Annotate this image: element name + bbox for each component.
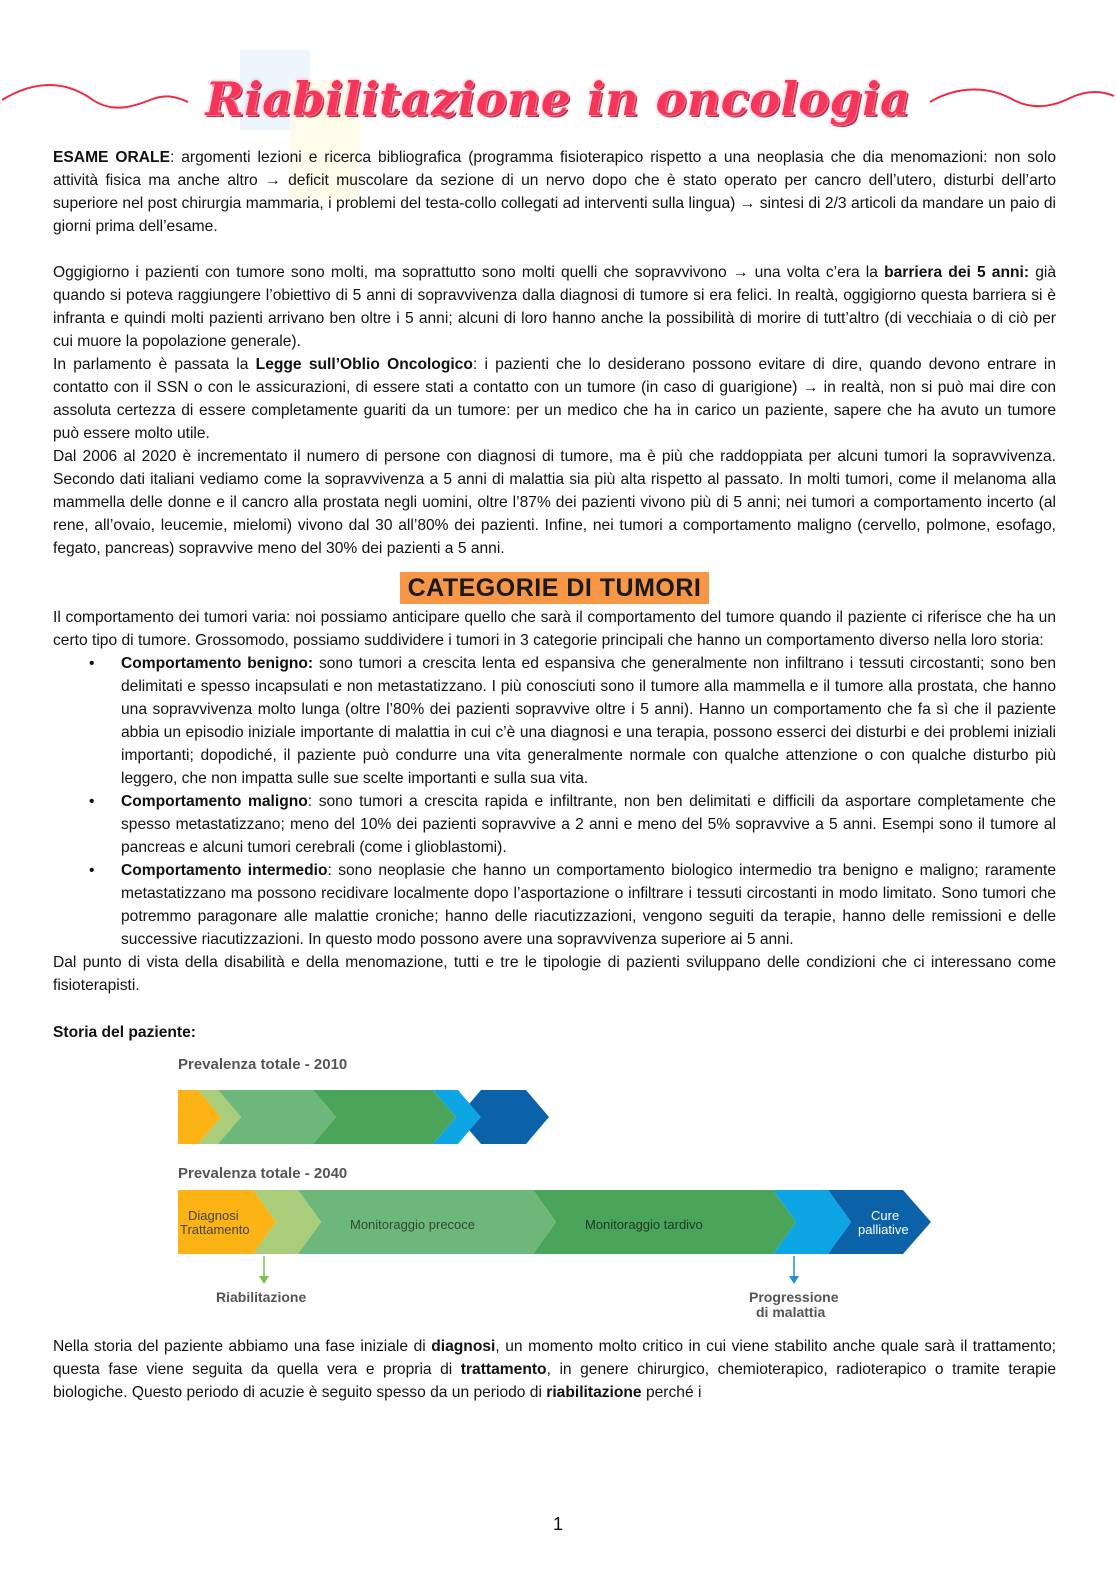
survival-paragraph: Dal 2006 al 2020 è incrementato il numero di persone con diagnosi di tumore, ma è più che raddoppiata per alcuni tumori la sopravvivenza. Secondo dati italiani vediamo come la sopravvivenza a 5 anni di malattia sia più alta rispetto al passato. In molti tumori, come il melanoma alla mammella delle donne e il cancro alla prostata negli uomini, oltre l’87% dei pazienti vivono più di 5 anni; nei tumori a comportamento incerto (al rene, all’ovaio, leucemie, mielomi) vivono dal 30 all’80% dei pazienti. Infine, nei tumori a comportamento maligno (cervello, polmone, esofago, fegato, pancreas) sopravvive meno del 30% dei pazienti a 5 anni. <box>53 448 1056 557</box>
seg-cure: Cure <box>871 1208 900 1223</box>
list-item: • Comportamento intermedio: sono neoplasie che hanno un comportamento biologico intermedio tra benigno e maligno; raramente metastatizzano ma possono recidivare localmente dopo l’asportazione o infiltrare i tessuti circostanti in modo limitato. Sono tumori che potremmo paragonare alle malattie croniche; hanno delle riacutizzazioni, vengono seguiti da terapie, hanno delle remissioni e delle successive riacutizzazioni. In questo modo possono avere una sopravvivenza superiore ai 5 anni. <box>89 862 1056 948</box>
oblivion-law-paragraph: In parlamento è passata la Legge sull’Oblio Oncologico: i pazienti che lo desiderano possono evitare di dire, quando devono entrare in contatto con il SSN o con le assicurazioni, di essere stati a contatto con un tumore (in caso di guarigione) → in realtà, non si può mai dire con assoluta certezza di essere completamente guariti da un tumore: per un medico che ha in carico un paziente, sapere che ha avuto un tumore può essere molto utile. <box>53 356 1057 442</box>
title-2040: Prevalenza totale - 2040 <box>178 1165 348 1182</box>
section-intro: Il comportamento dei tumori varia: noi possiamo anticipare quello che sarà il comportamento del tumore quando il paziente ci riferisce che ha un certo tipo di tumore. Grossomodo, possiamo suddividere i tumori in 3 categorie principali che hanno un comportamento diverso nella loro storia: <box>53 609 1056 649</box>
riabilitazione-arrow-head <box>259 1276 269 1284</box>
section-outro: Dal punto di vista della disabilità e della menomazione, tutti e tre le tipologie di pazienti sviluppano delle condizioni che ci interessano come fisioterapisti. <box>53 954 1056 994</box>
list-item: • Comportamento benigno: sono tumori a crescita lenta ed espansiva che generalmente non infiltrano i tessuti circostanti; sono ben delimitati e spesso incapsulati e non metastatizzano. I più conosciuti sono il tumore alla mammella e il tumore alla prostata, che hanno una sopravvivenza molto lunga (oltre l’80% dei pazienti sopravvive oltre i 5 anni). Hanno un comportamento che fa sì che il paziente abbia un episodio iniziale importante di malattia in cui c’è una diagnosi e una terapia, possono esserci dei disturbi e dei problemi iniziali importanti; dopodiché, il paziente può condurre una vita generalmente normale con qualche attenzione o con qualche disturbo più leggero, che non impatta sulle sue scelte importanti e sulla sua vita. <box>89 655 1056 787</box>
progressione-arrow-head <box>789 1276 799 1284</box>
document-body <box>53 146 1056 1404</box>
page-title-banner <box>0 58 1116 148</box>
barrier-paragraph: Oggigiorno i pazienti con tumore sono molti, ma soprattutto sono molti quelli che sopravvivono → una volta c’era la barriera dei 5 anni: già quando si poteva raggiungere l’obiettivo di 5 anni di sopravvivenza dalla diagnosi di tumore si era felici. In realtà, oggigiorno questa barriera si è infranta e quindi molti pazienti arrivano ben oltre i 5 anni; alcuni di loro hanno anche la possibilità di morire di tutt’altro (di vecchiaia o di ciò per cui muore la popolazione generale). <box>53 264 1057 350</box>
list-item: • Comportamento maligno: sono tumori a crescita rapida e infiltrante, non ben delimitati e difficili da asportare completamente che spesso metastatizzano; meno del 10% dei pazienti sopravvive a 2 anni e meno del 5% sopravvive a 5 anni. Esempi sono il tumore al pancreas e alcuni tumori cerebrali (come i glioblastomi). <box>89 793 1056 856</box>
last-paragraph: Nella storia del paziente abbiamo una fase iniziale di diagnosi, un momento molto critico in cui viene stabilito anche quale sarà il trattamento; questa fase viene seguita da quella vera e propria di trattamento, in genere chirurgico, chemioterapico, radioterapico o tramite terapie biologiche. Questo periodo di acuzie è seguito spesso da un periodo di riabilitazione perché i <box>53 1338 1057 1401</box>
seg-monitoraggio-tardivo: Monitoraggio tardivo <box>585 1217 703 1232</box>
patient-history-svg <box>53 1050 1056 1335</box>
label-riabilitazione: Riabilitazione <box>216 1289 307 1305</box>
section-heading: CATEGORIE DI TUMORI <box>53 572 1056 606</box>
seg-trattamento: Trattamento <box>180 1222 250 1237</box>
intro-paragraph: ESAME ORALE: argomenti lezioni e ricerca bibliografica (programma fisioterapico rispetto a una neoplasia che dia menomazioni: non solo attività fisica ma anche altro → deficit muscolare da sezione di un nervo dopo che è stato operato per cancro dell’utero, disturbi dell’arto superiore nel post chirurgia mammaria, i problemi del testa-collo collegati ad interventi sulla lingua) → sintesi di 2/3 articoli da mandare un paio di giorni prima dell’esame. <box>53 149 1056 235</box>
patient-history-diagram <box>53 1050 1056 1335</box>
page-number: 1 <box>552 1514 563 1534</box>
seg-monitoraggio-precoce: Monitoraggio precoce <box>350 1217 476 1232</box>
title-2010: Prevalenza totale - 2010 <box>178 1056 348 1073</box>
intro-label: ESAME ORALE <box>53 149 170 166</box>
storia-label: Storia del paziente: <box>53 1024 196 1041</box>
seg-diagnosi: Diagnosi <box>188 1208 239 1223</box>
seg-palliative: palliative <box>858 1222 909 1237</box>
label-di-malattia: di malattia <box>756 1304 826 1320</box>
label-progressione: Progressione <box>749 1289 839 1305</box>
page-title: Riabilitazione in oncologia <box>205 72 911 126</box>
tumor-categories-list <box>53 652 1056 951</box>
